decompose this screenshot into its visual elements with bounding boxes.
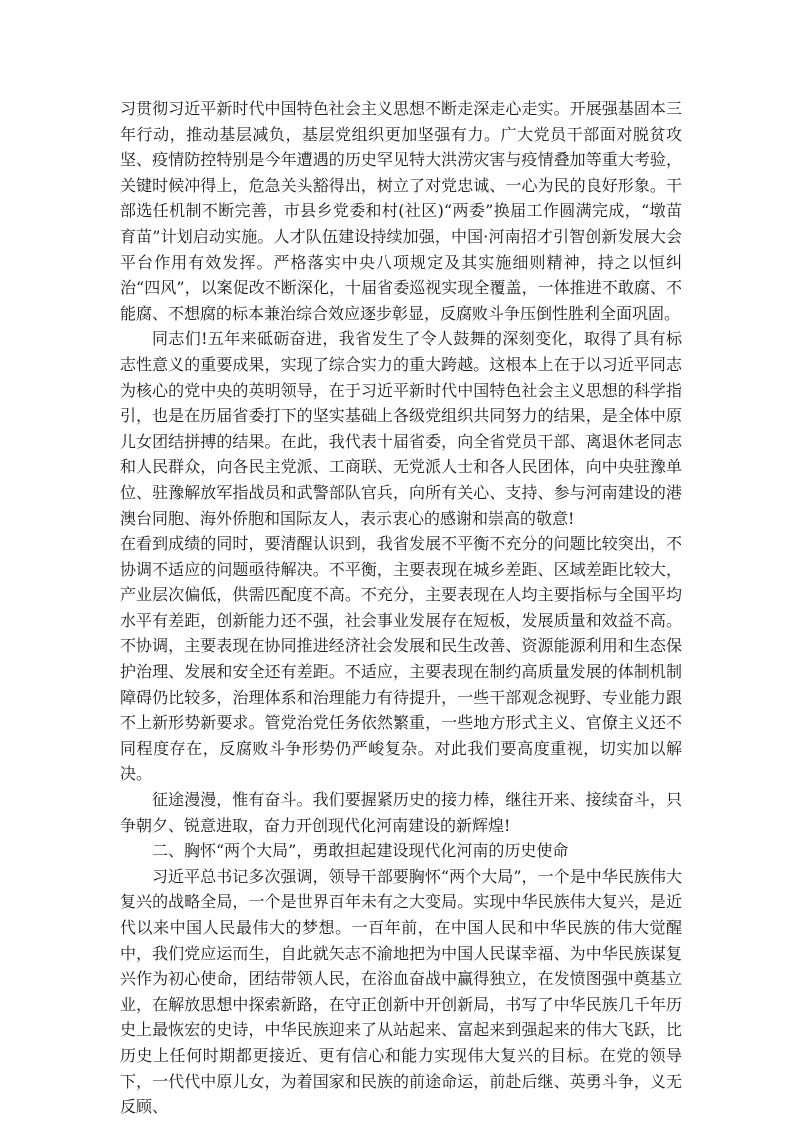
- document-body: [120, 96, 682, 1120]
- section-heading: 二、胸怀“两个大局”，勇敢担起建设现代化河南的历史使命: [152, 841, 569, 861]
- paragraph: 习近平总书记多次强调，领导干部要胸怀“两个大局”，一个是中华民族伟大复兴的战略全局，一个是世界百年未有之大变局。实现中华民族伟大复兴，是近代以来中国人民最伟大的梦想。一百年前，在中国人民和中华民族的伟大觉醒中，我们党应运而生，自此就矢志不渝地把为中国人民谋幸福、为中华民族谋复兴作为初心使命，团结带领人民，在浴血奋战中赢得独立，在发愤图强中奠基立业，在解放思想中探索新路，在守正创新中开创新局，书写了中华民族几千年历史上最恢宏的史诗，中华民族迎来了从站起来、富起来到强起来的伟大飞跃，比历史上任何时期都更接近、更有信心和能力实现伟大复兴的目标。在党的领导下，一代代中原儿女，为着国家和民族的前途命运，前赴后继、英勇斗争，义无反顾、: [120, 866, 682, 1117]
- paragraph: 在看到成绩的同时，要清醒认识到，我省发展不平衡不充分的问题比较突出，不协调不适应的问题亟待解决。不平衡，主要表现在城乡差距、区域差距比较大，产业层次偏低，供需匹配度不高。不充分，主要表现在人均主要指标与全国平均水平有差距，创新能力还不强，社会事业发展存在短板，发展质量和效益不高。不协调，主要表现在协同推进经济社会发展和民生改善、资源能源利用和生态保护治理、发展和安全还有差距。不适应，主要表现在制约高质量发展的体制机制障碍仍比较多，治理体系和治理能力有待提升，一些干部观念视野、专业能力跟不上新形势新要求。管党治党任务依然繁重，一些地方形式主义、官僚主义还不同程度存在，反腐败斗争形势仍严峻复杂。对此我们要高度重视，切实加以解决。: [120, 534, 682, 784]
- paragraph: 同志们!五年来砥砺奋进，我省发生了令人鼓舞的深刻变化，取得了具有标志性意义的重要成果，实现了综合实力的重大跨越。这根本上在于以习近平同志为核心的党中央的英明领导，在于习近平新时代中国特色社会主义思想的科学指引，也是在历届省委打下的坚实基础上各级党组织共同努力的结果，是全体中原儿女团结拼搏的结果。在此，我代表十届省委，向全省党员干部、离退休老同志和人民群众，向各民主党派、工商联、无党派人士和各人民团体，向中央驻豫单位、驻豫解放军指战员和武警部队官兵，向所有关心、支持、参与河南建设的港澳台同胞、海外侨胞和国际友人，表示衷心的感谢和崇高的敬意!: [120, 329, 682, 528]
- paragraph: 习贯彻习近平新时代中国特色社会主义思想不断走深走心走实。开展强基固本三年行动，推动基层减负，基层党组织更加坚强有力。广大党员干部面对脱贫攻坚、疫情防控特别是今年遭遇的历史罕见特大洪涝灾害与疫情叠加等重大考验，关键时候冲得上，危急关头豁得出，树立了对党忠诚、一心为民的良好形象。干部选任机制不断完善，市县乡党委和村(社区)“两委”换届工作圆满完成，“墩苗育苗”计划启动实施。人才队伍建设持续加强，中国·河南招才引智创新发展大会平台作用有效发挥。严格落实中央八项规定及其实施细则精神，持之以恒纠治“四风”，以案促改不断深化，十届省委巡视实现全覆盖，一体推进不敢腐、不能腐、不想腐的标本兼治综合效应逐步彰显，反腐败斗争压倒性胜利全面巩固。: [120, 99, 682, 323]
- paragraph: 征途漫漫，惟有奋斗。我们要握紧历史的接力棒，继往开来、接续奋斗，只争朝夕、锐意进取，奋力开创现代化河南建设的新辉煌!: [120, 790, 682, 835]
